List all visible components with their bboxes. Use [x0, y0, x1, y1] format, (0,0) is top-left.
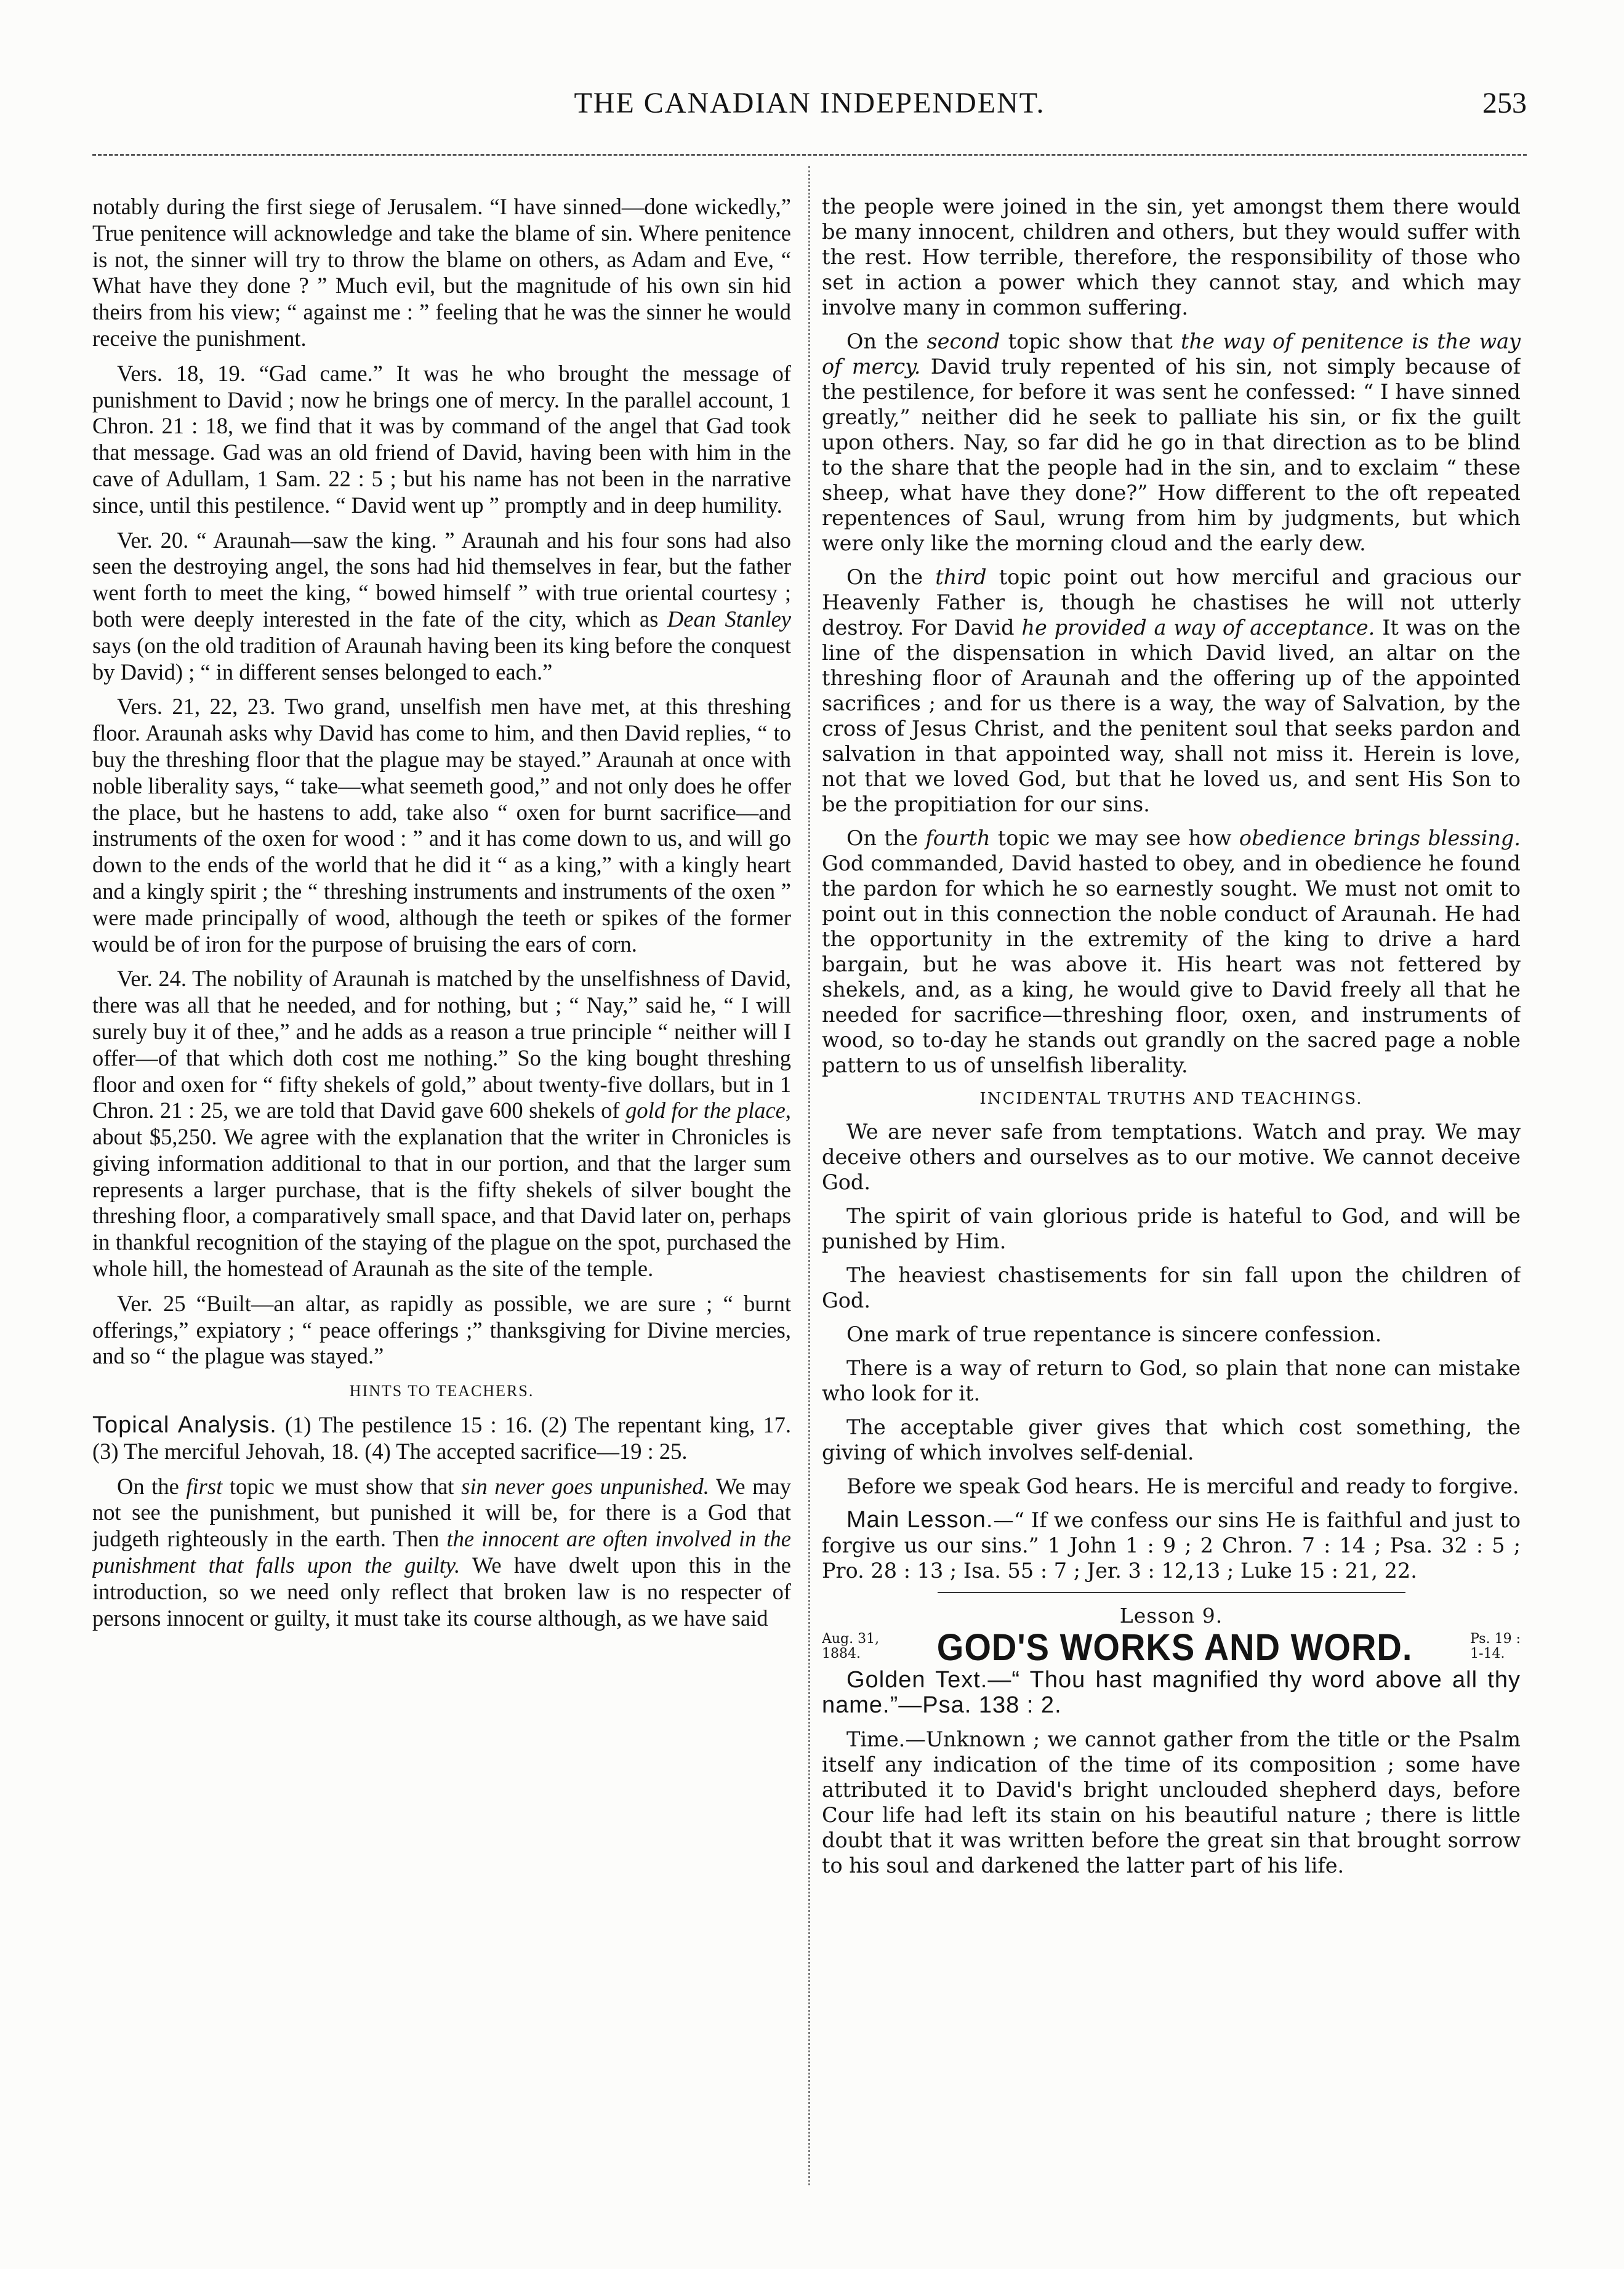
- topical-label: Topical Analysis.: [92, 1412, 277, 1439]
- truth-item: Before we speak God hears. He is merciful and ready to forgive.: [846, 1474, 1519, 1498]
- paragraph: Ver. 20. “ Araunah—saw the king. ” Araunah and his four sons had also seen the destroying angel, the sons had hid themselves in fear, but the father went forth to meet the king, “ bowed himself ” with true oriental courtesy ; both were deeply interested in the fate of the city, which as Dean Stanley says (on the old tradition of Araunah having been its king before the conquest by David) ; “ in different senses belonged to each.”: [92, 527, 791, 685]
- truth-item: We are never safe from temptations. Watch and pray. We may deceive others and ourselves as to our motive. We cannot deceive God.: [822, 1120, 1521, 1194]
- time-label: Time.: [846, 1727, 906, 1751]
- paragraph: Vers. 18, 19. “Gad came.” It was he who brought the message of punishment to David ; now he brings one of mercy. In the parallel account, 1 Chron. 21 : 18, we find that it was by command of the angel that Gad took that message. Gad was an old friend of David, having been with him in the cave of Adullam, 1 Sam. 22 : 5 ; but his name has not been in the narrative since, until this pestilence. “ David went up ” promptly and in deep humility.: [92, 360, 791, 518]
- paragraph: Ver. 25 “Built—an altar, as rapidly as possible, we are sure ; “ burnt offerings,” expiatory ; “ peace offerings ;” thanksgiving for Divine mercies, and so “ the plague was stayed.”: [92, 1290, 791, 1369]
- lesson-title: GOD'S WORKS AND WORD.: [936, 1625, 1413, 1668]
- lesson-number: Lesson 9.: [1119, 1604, 1223, 1628]
- topical-analysis: Topical Analysis. (1) The pestilence 15 : 16. (2) The repentant king, 17. (3) The merciful Jehovah, 18. (4) The accepted sacrifice—19 : 25.: [92, 1412, 791, 1464]
- paragraph: Ver. 24. The nobility of Araunah is matched by the unselfishness of David, there was all that he needed, and for nothing, but ; “ Nay,” said he, “ I will surely buy it of thee,” and he adds as a reason a true principle “ neither will I offer—of that which doth cost me nothing.” So the king bought threshing floor and oxen for “ fifty shekels of gold,” about twenty-five dollars, but in 1 Chron. 21 : 25, we are told that David gave 600 shekels of gold for the place, about $5,250. We agree with the explanation that the writer in Chronicles is giving information additional to that in our portion, and that the larger sum represents a larger purchase, that is the fifty shekels of silver bought the threshing floor, a comparatively small space, and that David later on, perhaps in thankful recognition of the staying of the plague on the spot, purchased the whole hill, the homestead of Araunah as the site of the temple.: [92, 966, 791, 1282]
- truth-item: The acceptable giver gives that which cost something, the giving of which involves self-denial.: [822, 1415, 1521, 1464]
- truth-item: The heaviest chastisements for sin fall upon the children of God.: [822, 1263, 1521, 1312]
- paragraph: On the third topic point out how merciful and gracious our Heavenly Father is, though he chastises he will not utterly destroy. For David he provided a way of acceptance. It was on the line of the dispensation in which David lived, an altar on the threshing floor of Araunah and the offering up of the appointed sacrifices ; and for us there is a way, the way of Salvation, by the cross of Jesus Christ, and the penitent soul that seeks pardon and salvation in that appointed way, shall not miss it. Herein is love, not that we loved God, but that he loved us, and sent His Son to be the propitiation for our sins.: [822, 565, 1521, 816]
- golden-text-label: Golden Text.: [846, 1667, 988, 1693]
- paragraph: the people were joined in the sin, yet amongst them there would be many innocent, children and others, but they would suffer with the rest. How terrible, therefore, the responsibility of those who set in action a power which they cannot stay, and which may involve many in common suffering.: [822, 195, 1521, 319]
- header-rule: [92, 154, 1527, 156]
- paragraph: notably during the first siege of Jerusalem. “I have sinned—done wickedly,” True penitence will acknowledge and take the blame of sin. Where penitence is not, the sinner will try to throw the blame on others, as Adam and Eve, “ What have they done ? ” Much evil, but the magnitude of his own sin hid theirs from his view; “ against me : ” feeling that he was the sinner he would receive the punishment.: [92, 194, 791, 351]
- paragraph: Vers. 21, 22, 23. Two grand, unselfish men have met, at this threshing floor. Araunah asks why David has come to him, and then David replies, “ to buy the threshing floor that the plague may be stayed.” Araunah at once with noble liberality says, “ take—what seemeth good,” and not only does he offer the place, but he hastens to add, take also “ oxen for burnt sacrifice—and instruments of the oxen for wood : ” and it has come down to us, and will go down to the ends of the world that he did it “ as a king,” with a kingly heart and a kingly spirit ; the “ threshing instruments and instruments of the oxen ” were made principally of wood, although the teeth or spikes of the former would be of iron for the purpose of bruising the ears of corn.: [92, 694, 791, 957]
- page-number: 253: [1482, 87, 1527, 119]
- main-lesson-label: Main Lesson.: [846, 1507, 994, 1533]
- truth-item: The spirit of vain glorious pride is hateful to God, and will be punished by Him.: [822, 1204, 1521, 1253]
- column-divider: [808, 166, 810, 2185]
- section-heading: INCIDENTAL TRUTHS AND TEACHINGS.: [979, 1090, 1363, 1108]
- lesson-date: Aug. 31, 1884.: [822, 1631, 880, 1661]
- truth-item: There is a way of return to God, so plain that none can mistake who look for it.: [822, 1356, 1521, 1405]
- page-header: [92, 86, 1527, 135]
- lesson-title-row: [822, 1625, 1521, 1668]
- time-paragraph: Time.—Unknown ; we cannot gather from the title or the Psalm itself any indication of the time of its composition ; some have attributed it to David's bright unclouded shepherd days, before Cour life had left its stain on his beautiful nature ; there is little doubt that it was written before the great sin that brought sorrow to his soul and darkened the latter part of his life.: [822, 1727, 1521, 1877]
- paragraph: On the first topic we must show that sin never goes unpunished. We may not see the punishment, but punished it will be, for there is a God that judgeth righteously in the earth. Then the innocent are often involved in the punishment that falls upon the guilty. We have dwelt upon this in the introduction, so we need only reflect that broken law is no respecter of persons innocent or guilty, it must take its course although, as we have said: [92, 1473, 791, 1631]
- golden-text: Golden Text.—“ Thou hast magnified thy word above all thy name.”—Psa. 138 : 2.: [822, 1667, 1521, 1718]
- section-heading: HINTS TO TEACHERS.: [349, 1382, 534, 1400]
- lesson-reference: Ps. 19 : 1-14.: [1470, 1631, 1521, 1661]
- main-lesson: Main Lesson.—“ If we confess our sins He is faithful and just to forgive us our sins.” 1 John 1 : 9 ; 2 Chron. 7 : 14 ; Psa. 32 : 5 ; Pro. 28 : 13 ; Isa. 55 : 7 ; Jer. 3 : 12,13 ; Luke 15 : 21, 22.: [822, 1507, 1521, 1583]
- truth-item: One mark of true repentance is sincere confession.: [846, 1322, 1382, 1346]
- paragraph: On the fourth topic we may see how obedience brings blessing. God commanded, David hasted to obey, and in obedience he found the pardon for which he so earnestly sought. We must not omit to point out in this connection the noble conduct of Araunah. He had the opportunity in the extremity of the king to drive a hard bargain, but he was above it. His heart was not fettered by shekels, and, as a king, he would give to David freely all that he needed for sacrifice—threshing floor, oxen, and instruments of wood, so to-day he stands out grandly on the sacred page a noble pattern to us of unselfish liberality.: [822, 826, 1521, 1077]
- left-column: [92, 194, 791, 2195]
- right-column: [822, 194, 1521, 2195]
- paragraph: On the second topic show that the way of penitence is the way of mercy. David truly repented of his sin, not simply because of the pestilence, for before it was sent he confessed: “ I have sinned greatly,” neither did he seek to palliate his sin, or fix the guilt upon others. Nay, so far did he go in that direction as to be blind to the share that the people had in the sin, and to exclaim “ these sheep, what have they done?” How different to the oft repeated repentences of Saul, wrung from him by judgments, but which were only like the morning cloud and the early dew.: [822, 329, 1521, 555]
- section-rule: [938, 1592, 1405, 1593]
- publication-title: THE CANADIAN INDEPENDENT.: [574, 87, 1045, 119]
